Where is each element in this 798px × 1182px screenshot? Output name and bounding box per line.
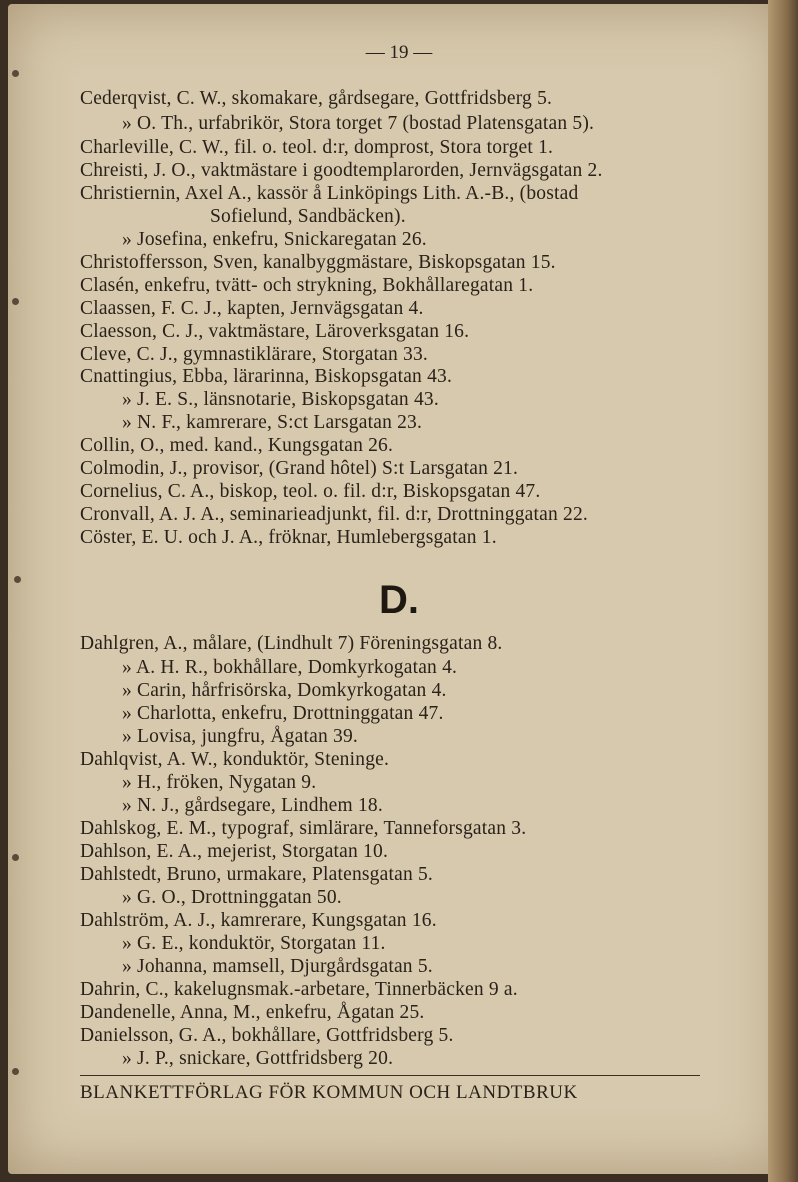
entry: Cronvall, A. J. A., seminarieadjunkt, fil. d:r, Drottninggatan 22. <box>80 504 588 525</box>
section-heading: D. <box>379 578 419 622</box>
entry: Colmodin, J., provisor, (Grand hôtel) S:t Larsgatan 21. <box>80 458 519 479</box>
entry: » Johanna, mamsell, Djurgårdsgatan 5. <box>122 956 433 977</box>
entry: Dandenelle, Anna, M., enkefru, Ågatan 25. <box>80 1002 425 1023</box>
entry: » N. J., gårdsegare, Lindhem 18. <box>122 795 383 816</box>
entry: Christoffersson, Sven, kanalbyggmästare, Biskopsgatan 15. <box>80 252 556 273</box>
entry: Claassen, F. C. J., kapten, Jernvägsgatan 4. <box>80 298 424 319</box>
page-number: — 19 — <box>365 42 433 63</box>
entry: Dahrin, C., kakelugnsmak.-arbetare, Tinnerbäcken 9 a. <box>80 979 518 1000</box>
entry: Clasén, enkefru, tvätt- och strykning, Bokhållaregatan 1. <box>80 275 534 296</box>
entry: Dahlson, E. A., mejerist, Storgatan 10. <box>80 841 389 862</box>
entry: » G. O., Drottninggatan 50. <box>122 887 342 908</box>
binding-hole <box>12 298 19 305</box>
entry: Dahlgren, A., målare, (Lindhult 7) Föreningsgatan 8. <box>80 633 503 654</box>
entry: Cöster, E. U. och J. A., fröknar, Humlebergsgatan 1. <box>80 527 497 548</box>
entry: Danielsson, G. A., bokhållare, Gottfridsberg 5. <box>80 1025 454 1046</box>
entry: » Charlotta, enkefru, Drottninggatan 47. <box>122 703 444 724</box>
entry: » Carin, hårfrisörska, Domkyrkogatan 4. <box>122 680 447 701</box>
entry: » H., fröken, Nygatan 9. <box>122 772 317 793</box>
entry: Dahlqvist, A. W., konduktör, Steninge. <box>80 749 390 770</box>
entry: Cleve, C. J., gymnastiklärare, Storgatan 33. <box>80 344 429 365</box>
footer-imprint: BLANKETTFÖRLAG FÖR KOMMUN OCH LANDTBRUK <box>80 1082 578 1103</box>
entry-continuation: Sofielund, Sandbäcken). <box>210 206 406 227</box>
entry: » N. F., kamrerare, S:ct Larsgatan 23. <box>122 412 423 433</box>
entry: » Josefina, enkefru, Snickaregatan 26. <box>122 229 427 250</box>
entry: Christiernin, Axel A., kassör å Linköpings Lith. A.-B., (bostad <box>80 183 579 204</box>
entry: Cnattingius, Ebba, lärarinna, Biskopsgatan 43. <box>80 366 453 387</box>
entry: Dahlskog, E. M., typograf, simlärare, Tanneforsgatan 3. <box>80 818 527 839</box>
entry: Dahlström, A. J., kamrerare, Kungsgatan 16. <box>80 910 437 931</box>
entry: Collin, O., med. kand., Kungsgatan 26. <box>80 435 394 456</box>
entry: Dahlstedt, Bruno, urmakare, Platensgatan 5. <box>80 864 434 885</box>
entry: » A. H. R., bokhållare, Domkyrkogatan 4. <box>122 657 458 678</box>
entry: » J. P., snickare, Gottfridsberg 20. <box>122 1048 394 1069</box>
entry: » J. E. S., länsnotarie, Biskopsgatan 43. <box>122 389 439 410</box>
binding-hole <box>12 1068 19 1075</box>
entry: Charleville, C. W., fil. o. teol. d:r, domprost, Stora torget 1. <box>80 137 554 158</box>
entry: Claesson, C. J., vaktmästare, Läroverksgatan 16. <box>80 321 470 342</box>
binding-hole <box>12 854 19 861</box>
binding-hole <box>12 70 19 77</box>
entry: » O. Th., urfabrikör, Stora torget 7 (bostad Platensgatan 5). <box>122 113 595 134</box>
entry: » G. E., konduktör, Storgatan 11. <box>122 933 386 954</box>
entry: Cornelius, C. A., biskop, teol. o. fil. d:r, Biskopsgatan 47. <box>80 481 541 502</box>
entry: Chreisti, J. O., vaktmästare i goodtemplarorden, Jernvägsgatan 2. <box>80 160 603 181</box>
footer-rule <box>80 1075 700 1076</box>
entry: Cederqvist, C. W., skomakare, gårdsegare, Gottfridsberg 5. <box>80 88 553 109</box>
entry: » Lovisa, jungfru, Ågatan 39. <box>122 726 358 747</box>
